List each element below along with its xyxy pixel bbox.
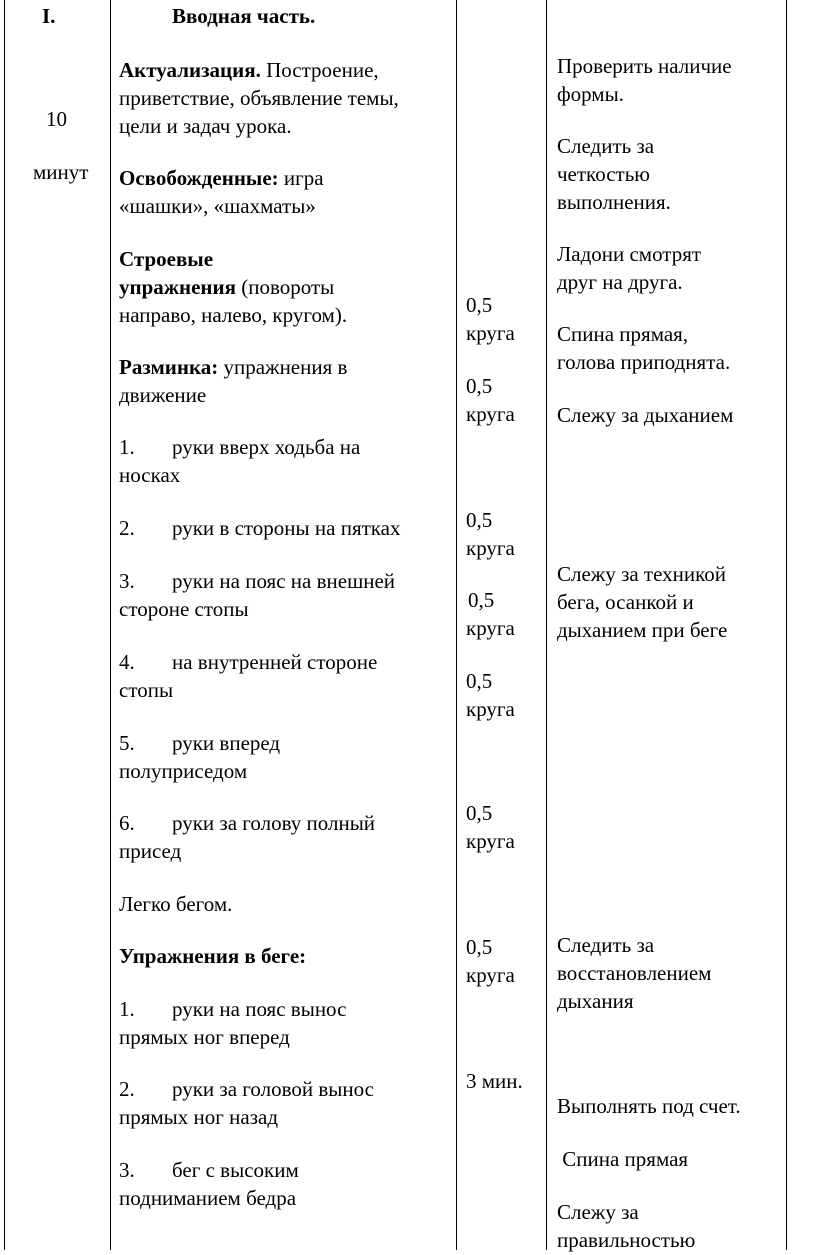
dose-5-unit: круга — [466, 697, 515, 721]
item-number: 4. — [119, 650, 135, 674]
duration-value: 10 — [46, 107, 67, 131]
item-number: 5. — [119, 731, 135, 755]
dose-1-unit: круга — [466, 321, 515, 345]
item-text: руки на пояс на внешней — [172, 569, 396, 593]
warmup-item-2 — [119, 514, 401, 543]
note-2-line-1: Следить за — [557, 134, 655, 158]
actualization-label: Актуализация. — [119, 58, 261, 82]
dose-7-unit: круга — [466, 963, 515, 987]
warmup-item-1-cont: носках — [119, 463, 181, 487]
item-number: 3. — [119, 1158, 135, 1182]
running-item-1-cont: прямых ног вперед — [119, 1025, 290, 1049]
duration-unit: минут — [33, 160, 89, 184]
note-6-line-3: дыханием при беге — [557, 618, 728, 642]
table-border-left — [4, 0, 5, 1250]
table-border-col1 — [110, 0, 111, 1250]
dose-4-unit: круга — [466, 616, 515, 640]
note-1-line-2: формы. — [557, 82, 624, 106]
warmup-item-6 — [119, 809, 375, 838]
table-border-col3 — [546, 0, 547, 1250]
drill-label-line-2: упражнения — [119, 275, 236, 299]
note-5-line-1: Слежу за дыханием — [557, 403, 734, 427]
running-item-2-cont: прямых ног назад — [119, 1105, 279, 1129]
note-4-line-2: голова приподнята. — [557, 350, 731, 374]
item-text: руки на пояс вынос — [172, 997, 347, 1021]
drill-text: (повороты — [236, 275, 335, 299]
note-1-line-1: Проверить наличие — [557, 54, 732, 78]
warmup-item-3 — [119, 567, 395, 596]
dose-7-value: 0,5 — [466, 935, 493, 959]
warmup-line-1 — [119, 353, 347, 382]
note-10-line-2: правильностью — [557, 1228, 696, 1252]
dose-5-value: 0,5 — [466, 669, 493, 693]
drill-line-3: направо, налево, кругом). — [119, 303, 348, 327]
item-text: руки вверх ходьба на — [172, 435, 361, 459]
easy-run: Легко бегом. — [119, 892, 233, 916]
warmup-item-5 — [119, 729, 280, 758]
actualization-line-2: приветствие, объявление темы, — [119, 86, 399, 110]
note-2-line-3: выполнения. — [557, 190, 671, 214]
dose-2-unit: круга — [466, 402, 515, 426]
note-7-line-2: восстановлением — [557, 961, 712, 985]
warmup-item-6-cont: присед — [119, 839, 182, 863]
table-border-col2 — [456, 0, 457, 1250]
running-label: Упражнения в беге: — [119, 944, 307, 968]
note-7-line-1: Следить за — [557, 933, 655, 957]
dose-3-value: 0,5 — [466, 508, 493, 532]
dose-three-min: 3 мин. — [466, 1069, 523, 1093]
dose-4-value: 0,5 — [468, 588, 495, 612]
table-border-right — [786, 0, 787, 1250]
note-7-line-3: дыхания — [557, 989, 634, 1013]
warmup-line-2: движение — [119, 383, 207, 407]
section-number: I. — [42, 4, 56, 28]
item-number: 2. — [119, 516, 135, 540]
running-item-3 — [119, 1156, 299, 1185]
note-3-line-1: Ладони смотрят — [557, 242, 702, 266]
note-2-line-2: четкостью — [557, 162, 650, 186]
dose-6-value: 0,5 — [466, 801, 493, 825]
running-item-2 — [119, 1075, 374, 1104]
warmup-item-1 — [119, 433, 360, 462]
released-line-1 — [119, 164, 324, 193]
dose-6-unit: круга — [466, 829, 515, 853]
actualization-text: Построение, — [260, 58, 379, 82]
note-8-line-1: Выполнять под счет. — [557, 1094, 741, 1118]
running-item-1 — [119, 995, 346, 1024]
warmup-item-5-cont: полуприседом — [119, 759, 248, 783]
item-text: бег с высоким — [172, 1158, 299, 1182]
item-number: 3. — [119, 569, 135, 593]
item-text: руки вперед — [172, 731, 281, 755]
actualization-line-1 — [119, 56, 379, 85]
note-9-line-1: Спина прямая — [557, 1147, 689, 1171]
drill-line-2 — [119, 273, 334, 302]
note-3-line-2: друг на друга. — [557, 270, 683, 294]
actualization-line-3: цели и задач урока. — [119, 114, 292, 138]
released-line-2: «шашки», «шахматы» — [119, 194, 316, 218]
item-number: 2. — [119, 1077, 135, 1101]
warmup-text: упражнения в — [218, 355, 348, 379]
section-heading: Вводная часть. — [172, 4, 316, 28]
item-text: руки за голову полный — [172, 811, 376, 835]
item-number: 1. — [119, 435, 135, 459]
item-number: 6. — [119, 811, 135, 835]
warmup-label: Разминка: — [119, 355, 219, 379]
dose-2-value: 0,5 — [466, 374, 493, 398]
released-label: Освобожденные: — [119, 166, 279, 190]
note-4-line-1: Спина прямая, — [557, 322, 689, 346]
warmup-item-3-cont: стороне стопы — [119, 597, 249, 621]
item-text: руки за головой вынос — [172, 1077, 374, 1101]
running-item-3-cont: подниманием бедра — [119, 1186, 297, 1210]
item-text: на внутренней стороне — [172, 650, 378, 674]
released-text: игра — [278, 166, 324, 190]
item-text: руки в стороны на пятках — [172, 516, 401, 540]
note-10-line-1: Слежу за — [557, 1200, 639, 1224]
item-number: 1. — [119, 997, 135, 1021]
dose-1-value: 0,5 — [466, 293, 493, 317]
dose-3-unit: круга — [466, 536, 515, 560]
warmup-item-4-cont: стопы — [119, 678, 174, 702]
note-6-line-1: Слежу за техникой — [557, 562, 727, 586]
note-6-line-2: бега, осанкой и — [557, 590, 694, 614]
warmup-item-4 — [119, 648, 377, 677]
drill-label-line-1: Строевые — [119, 247, 214, 271]
